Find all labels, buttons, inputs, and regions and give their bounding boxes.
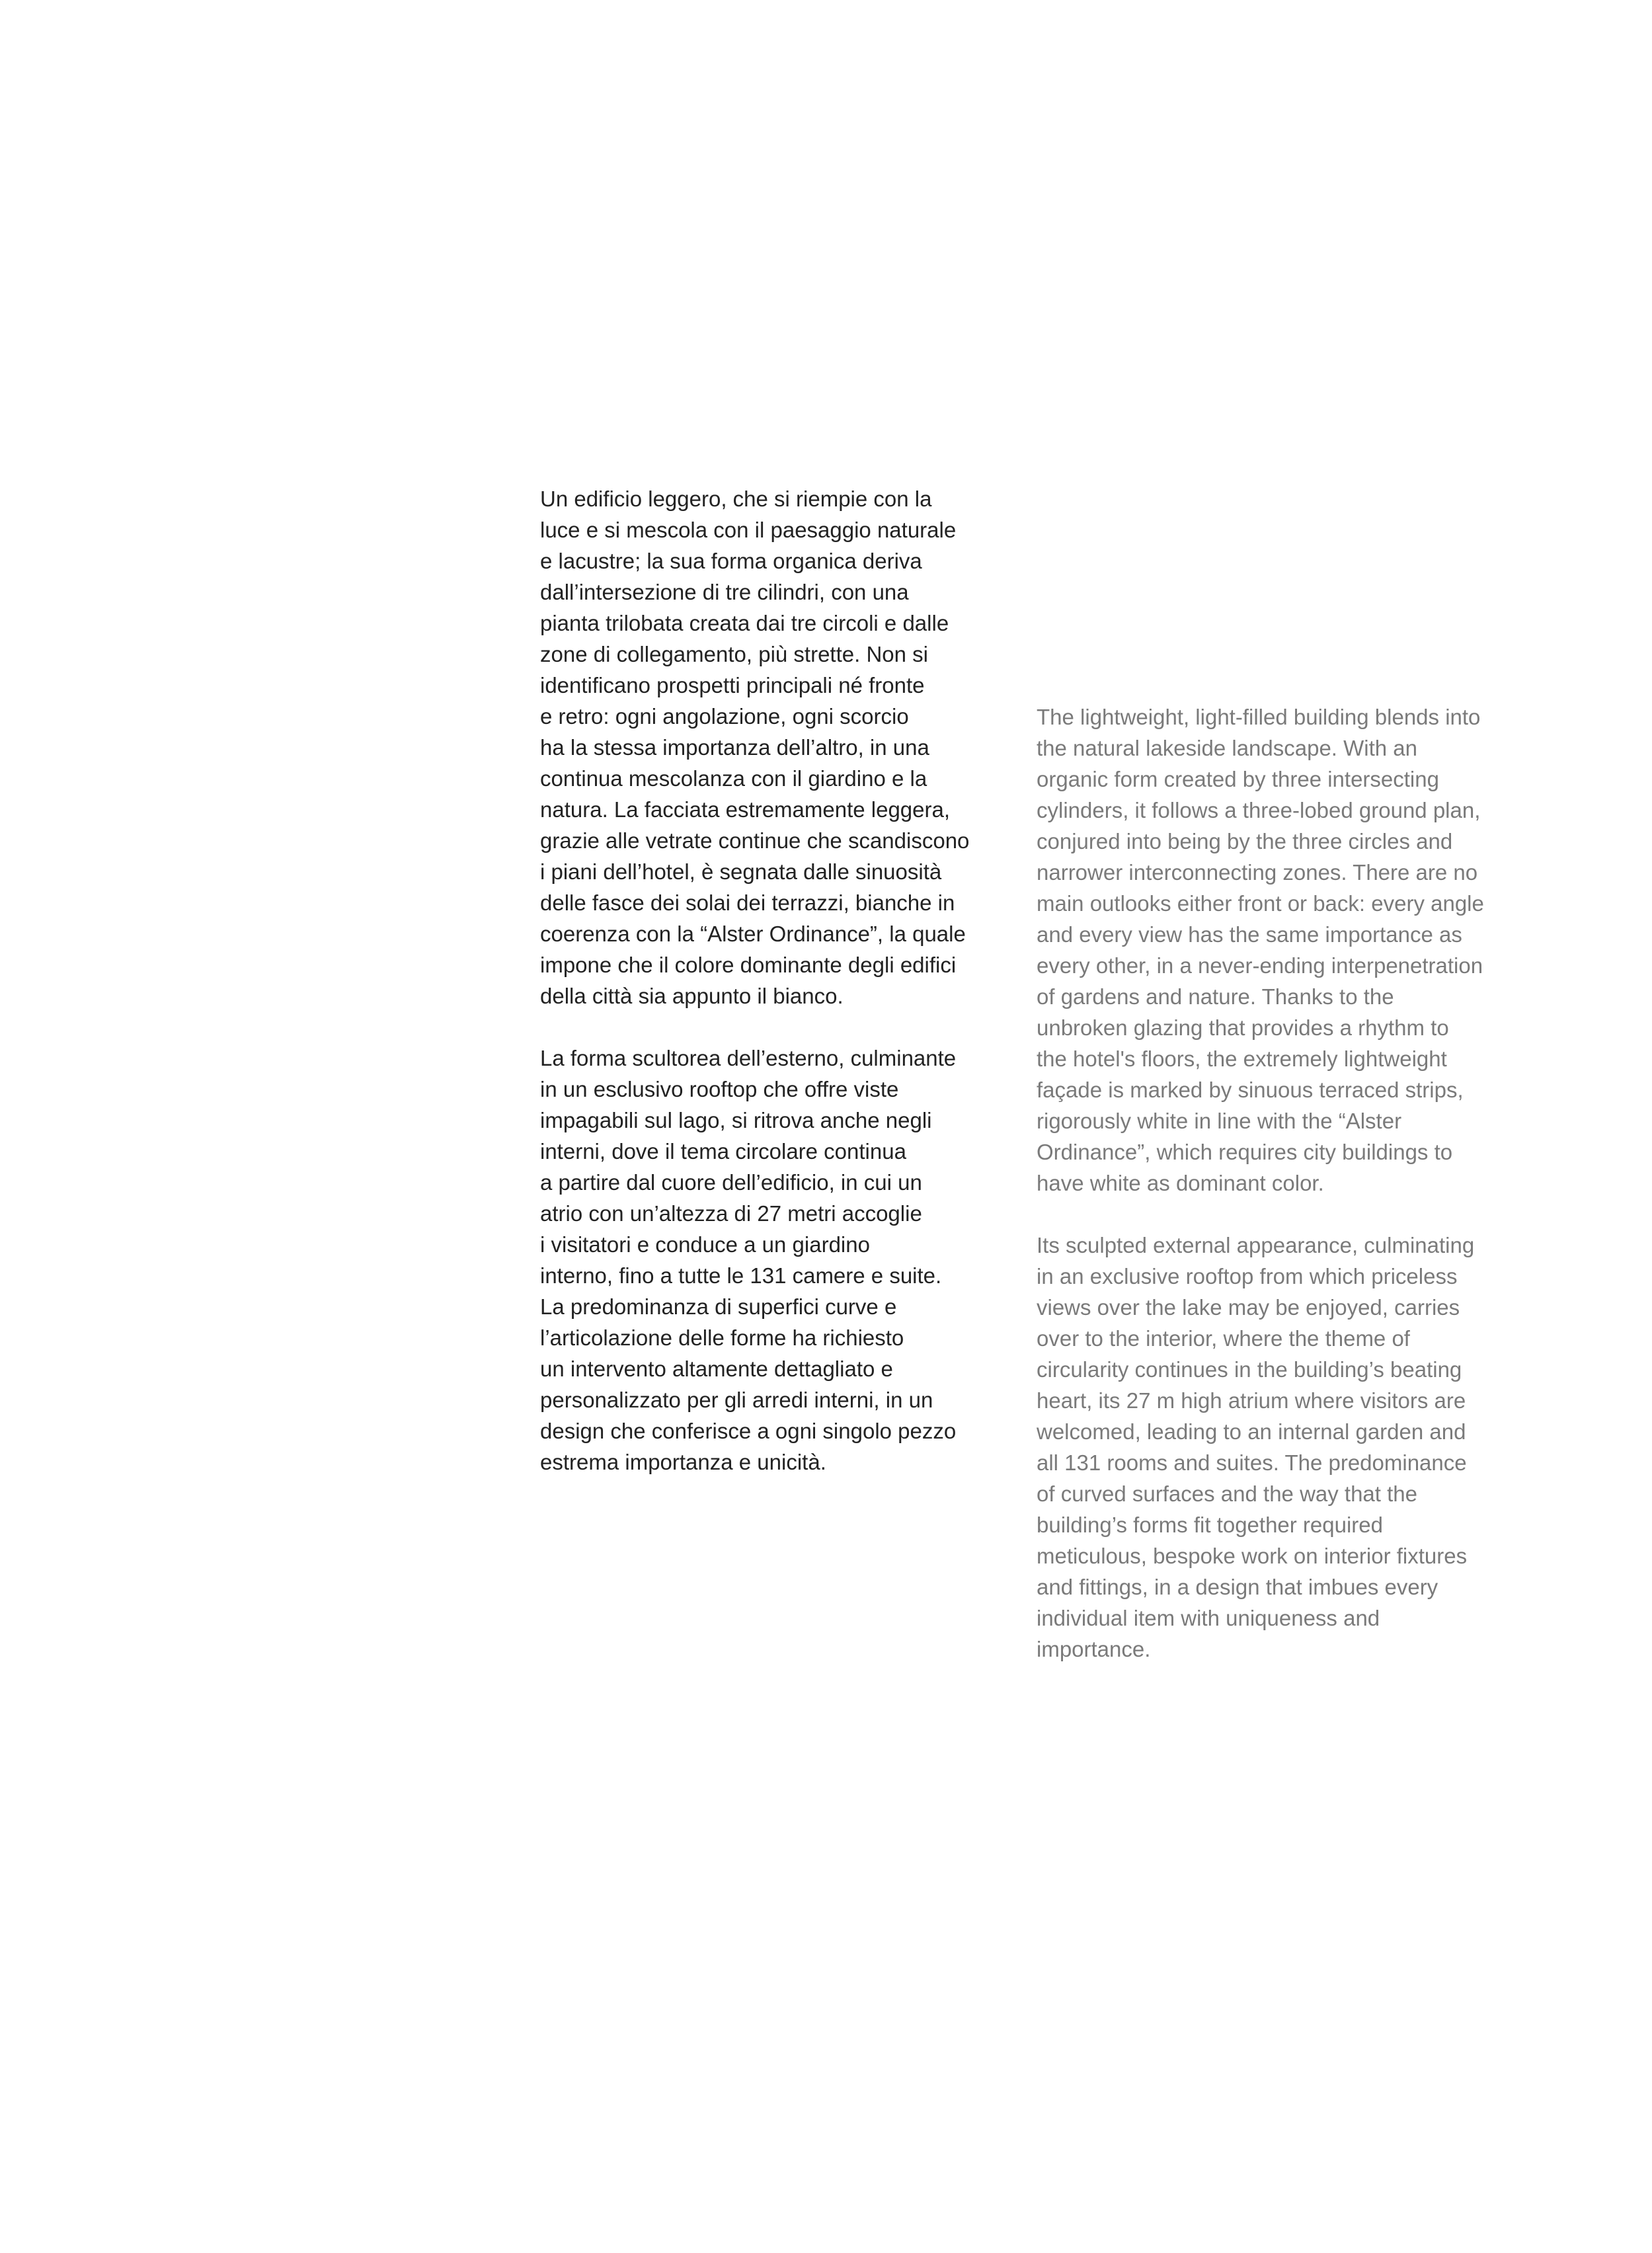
text-line: ha la stessa importanza dell’altro, in una (540, 735, 929, 760)
text-line: of gardens and nature. Thanks to the (1037, 984, 1394, 1009)
text-line: importance. (1037, 1637, 1151, 1661)
text-line: façade is marked by sinuous terraced strips, (1037, 1078, 1464, 1102)
text-line: interno, fino a tutte le 131 camere e suite. (540, 1263, 942, 1288)
text-line: e retro: ogni angolazione, ogni scorcio (540, 704, 909, 729)
text-line: natura. La facciata estremamente leggera, (540, 797, 951, 822)
text-line: impagabili sul lago, si ritrova anche negli (540, 1108, 932, 1132)
text-line: pianta trilobata creata dai tre circoli e dalle (540, 611, 949, 635)
english-paragraph-2 (1037, 1230, 1513, 1665)
text-line: a partire dal cuore dell’edificio, in cui un (540, 1170, 922, 1195)
text-line: i piani dell’hotel, è segnata dalle sinuosità (540, 859, 942, 884)
text-line: views over the lake may be enjoyed, carries (1037, 1295, 1460, 1320)
text-line: Ordinance”, which requires city buildings to (1037, 1140, 1453, 1164)
text-line: over to the interior, where the theme of (1037, 1326, 1410, 1351)
text-line: un intervento altamente dettagliato e (540, 1357, 893, 1381)
italian-paragraph-2 (540, 1043, 1016, 1478)
text-line: circularity continues in the building’s beating (1037, 1357, 1462, 1382)
text-line: impone che il colore dominante degli edifici (540, 953, 957, 977)
text-line: e lacustre; la sua forma organica deriva (540, 549, 922, 573)
text-line: narrower interconnecting zones. There are no (1037, 860, 1478, 885)
text-line: cylinders, it follows a three-lobed ground plan, (1037, 798, 1481, 822)
text-line: every other, in a never-ending interpenetration (1037, 953, 1483, 978)
text-line: and every view has the same importance as (1037, 922, 1462, 947)
text-line: coerenza con la “Alster Ordinance”, la quale (540, 922, 966, 946)
text-line: atrio con un’altezza di 27 metri accoglie (540, 1201, 922, 1226)
italian-paragraph-1 (540, 483, 1016, 1011)
text-line: La predominanza di superfici curve e (540, 1294, 897, 1319)
english-text-column (1037, 701, 1513, 1665)
text-line: estrema importanza e unicità. (540, 1450, 826, 1474)
text-line: have white as dominant color. (1037, 1171, 1324, 1195)
paragraph-spacer (540, 1011, 1016, 1043)
text-line: l’articolazione delle forme ha richiesto (540, 1325, 904, 1350)
text-line: individual item with uniqueness and (1037, 1606, 1380, 1630)
text-line: heart, its 27 m high atrium where visitors are (1037, 1388, 1466, 1413)
text-line: the natural lakeside landscape. With an (1037, 736, 1418, 760)
text-line: all 131 rooms and suites. The predominance (1037, 1450, 1467, 1475)
italian-text-column (540, 483, 1016, 1478)
text-line: design che conferisce a ogni singolo pezzo (540, 1419, 957, 1443)
text-line: The lightweight, light-filled building blends into (1037, 705, 1481, 729)
text-line: della città sia appunto il bianco. (540, 984, 844, 1008)
text-line: and fittings, in a design that imbues every (1037, 1575, 1438, 1599)
text-line: La forma scultorea dell’esterno, culminante (540, 1046, 957, 1070)
text-line: organic form created by three intersecting (1037, 767, 1439, 791)
text-line: in un esclusivo rooftop che offre viste (540, 1077, 899, 1101)
text-line: Un edificio leggero, che si riempie con la (540, 487, 932, 511)
text-line: Its sculpted external appearance, culminating (1037, 1233, 1475, 1257)
text-line: zone di collegamento, più strette. Non si (540, 642, 928, 666)
text-line: grazie alle vetrate continue che scandiscono (540, 828, 970, 853)
text-line: continua mescolanza con il giardino e la (540, 766, 927, 791)
text-line: rigorously white in line with the “Alster (1037, 1109, 1402, 1133)
text-line: luce e si mescola con il paesaggio naturale (540, 518, 957, 542)
text-line: building’s forms fit together required (1037, 1513, 1384, 1537)
text-line: the hotel's floors, the extremely lightweight (1037, 1047, 1447, 1071)
text-line: main outlooks either front or back: every angle (1037, 891, 1484, 916)
text-line: meticulous, bespoke work on interior fixtures (1037, 1544, 1468, 1568)
text-line: i visitatori e conduce a un giardino (540, 1232, 870, 1257)
text-line: in an exclusive rooftop from which priceless (1037, 1264, 1458, 1288)
paragraph-spacer (1037, 1199, 1513, 1230)
text-line: identificano prospetti principali né fronte (540, 673, 925, 697)
text-line: welcomed, leading to an internal garden and (1037, 1419, 1466, 1444)
text-line: personalizzato per gli arredi interni, in un (540, 1388, 933, 1412)
text-line: dall’intersezione di tre cilindri, con una (540, 580, 909, 604)
english-paragraph-1 (1037, 701, 1513, 1199)
text-line: unbroken glazing that provides a rhythm to (1037, 1015, 1449, 1040)
text-line: conjured into being by the three circles and (1037, 829, 1453, 853)
text-line: of curved surfaces and the way that the (1037, 1482, 1418, 1506)
text-line: delle fasce dei solai dei terrazzi, bianche in (540, 890, 955, 915)
text-line: interni, dove il tema circolare continua (540, 1139, 906, 1164)
